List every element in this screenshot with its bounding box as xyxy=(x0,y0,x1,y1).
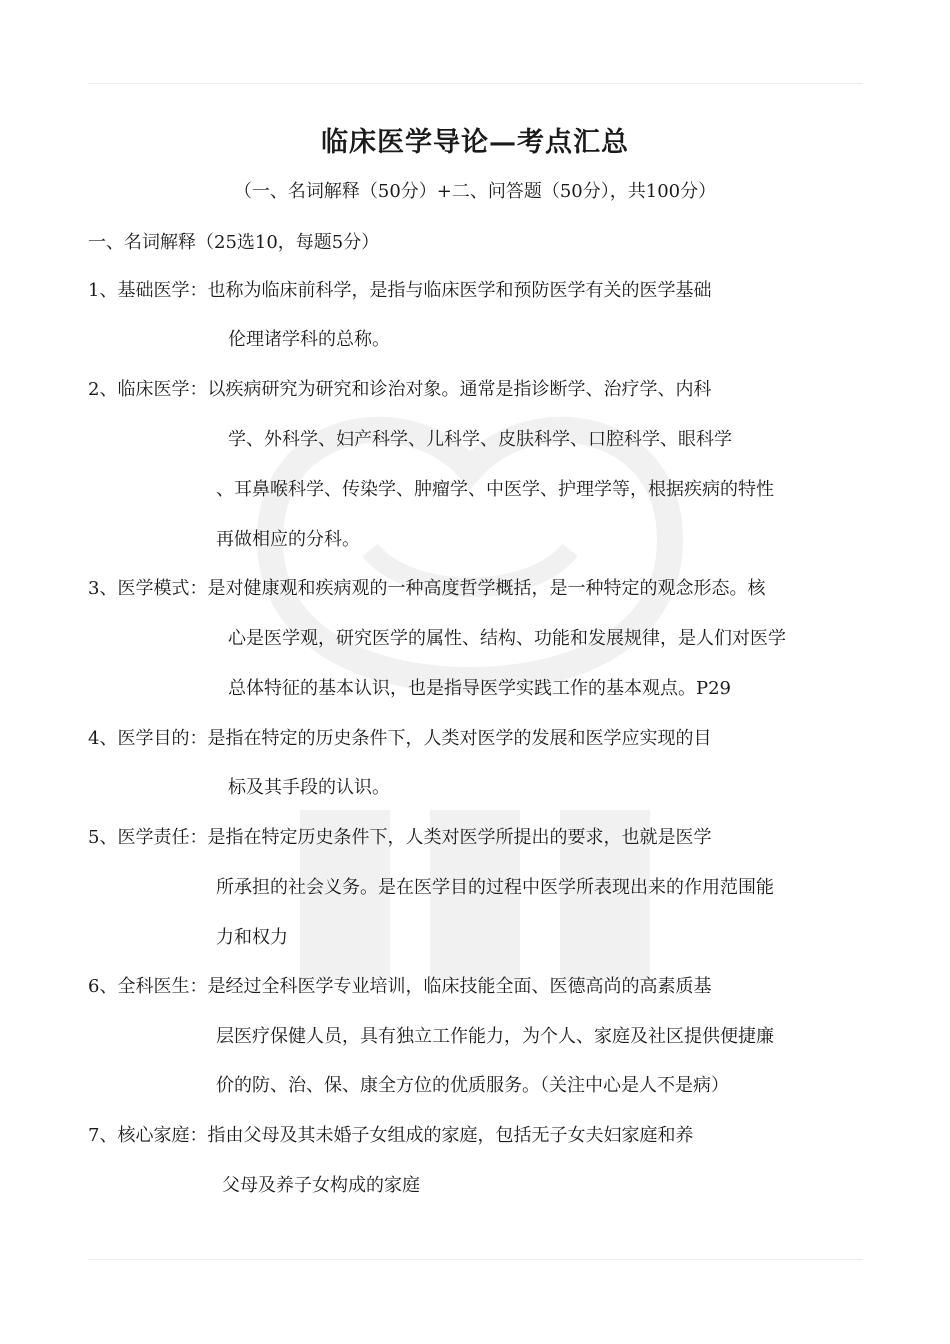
bottom-divider xyxy=(88,1259,863,1260)
entry-continuation-line: 学、外科学、妇产科学、儿科学、皮肤科学、口腔科学、眼科学 xyxy=(228,429,732,450)
entry-term-line: 2、临床医学：以疾病研究为研究和诊治对象。通常是指诊断学、治疗学、内科 xyxy=(88,379,712,400)
entry-continuation-line: 层医疗保健人员，具有独立工作能力，为个人、家庭及社区提供便捷廉 xyxy=(216,1026,774,1047)
entry-continuation-line: 总体特征的基本认识，也是指导医学实践工作的基本观点。P29 xyxy=(228,678,732,699)
entry-term-line: 5、医学责任：是指在特定历史条件下，人类对医学所提出的要求，也就是医学 xyxy=(88,827,712,848)
entry-continuation-line: 伦理诸学科的总称。 xyxy=(228,329,390,350)
top-divider xyxy=(88,83,863,84)
entry-continuation-line: 心是医学观，研究医学的属性、结构、功能和发展规律，是人们对医学 xyxy=(228,628,786,649)
entry-continuation-line: 、耳鼻喉科学、传染学、肿瘤学、中医学、护理学等，根据疾病的特性 xyxy=(216,479,774,500)
document-subtitle: （一、名词解释（50分）+二、问答题（50分），共100分） xyxy=(233,181,717,202)
entry-term-line: 4、医学目的：是指在特定的历史条件下，人类对医学的发展和医学应实现的目 xyxy=(88,728,712,749)
entry-continuation-line: 价的防、治、保、康全方位的优质服务。（关注中心是人不是病） xyxy=(216,1075,729,1096)
entry-continuation-line: 标及其手段的认识。 xyxy=(228,777,390,798)
entry-continuation-line: 再做相应的分科。 xyxy=(216,529,360,550)
entry-continuation-line: 力和权力 xyxy=(216,927,288,948)
section-heading: 一、名词解释（25选10，每题5分） xyxy=(88,232,380,253)
entry-term-line: 6、全科医生：是经过全科医学专业培训，临床技能全面、医德高尚的高素质基 xyxy=(88,976,712,997)
entry-continuation-line: 父母及养子女构成的家庭 xyxy=(222,1175,420,1196)
entry-term-line: 7、核心家庭：指由父母及其未婚子女组成的家庭，包括无子女夫妇家庭和养 xyxy=(88,1125,694,1146)
entry-term-line: 3、医学模式：是对健康观和疾病观的一种高度哲学概括，是一种特定的观念形态。核 xyxy=(88,578,766,599)
entry-term-line: 1、基础医学：也称为临床前科学，是指与临床医学和预防医学有关的医学基础 xyxy=(88,280,712,301)
document-title: 临床医学导论—考点汇总 xyxy=(321,127,629,158)
entry-continuation-line: 所承担的社会义务。是在医学目的过程中医学所表现出来的作用范围能 xyxy=(216,877,774,898)
